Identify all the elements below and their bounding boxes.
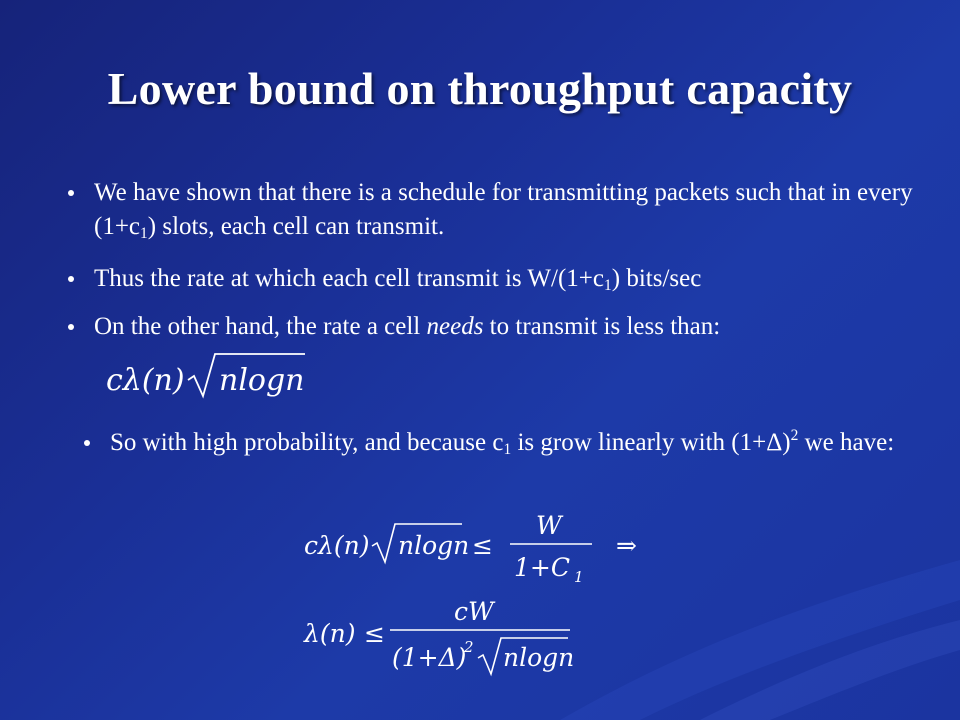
bullet-probability: So with high probability, and because $c_1$ is grow linearly with $(1+\Delta)^2$ we have: bbox=[110, 426, 910, 460]
bullet-schedule: We have shown that there is a schedule for transmitting packets such that in every $(1+c_1)$ slots, each cell can transmit. bbox=[94, 176, 914, 244]
slide-title: Lower bound on throughput capacity bbox=[107, 63, 853, 114]
inequality-two bbox=[302, 596, 602, 680]
rate-equation bbox=[102, 350, 322, 400]
svg-text:1+C: 1+C bbox=[514, 553, 570, 582]
svg-text:nlogn: nlogn bbox=[503, 643, 575, 672]
svg-text:nlogn: nlogn bbox=[398, 531, 470, 560]
bullet-rate: Thus the rate at which each cell transmit is $W/(1+c_1)$ bits/sec bbox=[94, 262, 914, 296]
bullet-dot bbox=[68, 276, 74, 282]
svg-text:W: W bbox=[536, 511, 562, 540]
svg-text:nlogn: nlogn bbox=[219, 363, 305, 398]
svg-text:≤: ≤ bbox=[472, 531, 493, 560]
svg-text:λ(n): λ(n) bbox=[304, 619, 356, 648]
bullet-dot bbox=[84, 440, 90, 446]
svg-text:2: 2 bbox=[464, 638, 474, 656]
bullet-dot bbox=[68, 190, 74, 196]
svg-text:cλ(n): cλ(n) bbox=[106, 363, 185, 398]
bullet-dot bbox=[68, 324, 74, 330]
svg-text:(1+Δ): (1+Δ) bbox=[392, 643, 467, 672]
svg-text:cW: cW bbox=[454, 597, 494, 626]
inequality-one bbox=[302, 508, 662, 588]
svg-text:⇒: ⇒ bbox=[616, 531, 637, 560]
svg-text:≤: ≤ bbox=[364, 619, 385, 648]
bullet-needs: On the other hand, the rate a cell needs to transmit is less than: bbox=[94, 310, 914, 344]
svg-text:cλ(n): cλ(n) bbox=[304, 531, 370, 560]
svg-text:1: 1 bbox=[574, 568, 584, 586]
